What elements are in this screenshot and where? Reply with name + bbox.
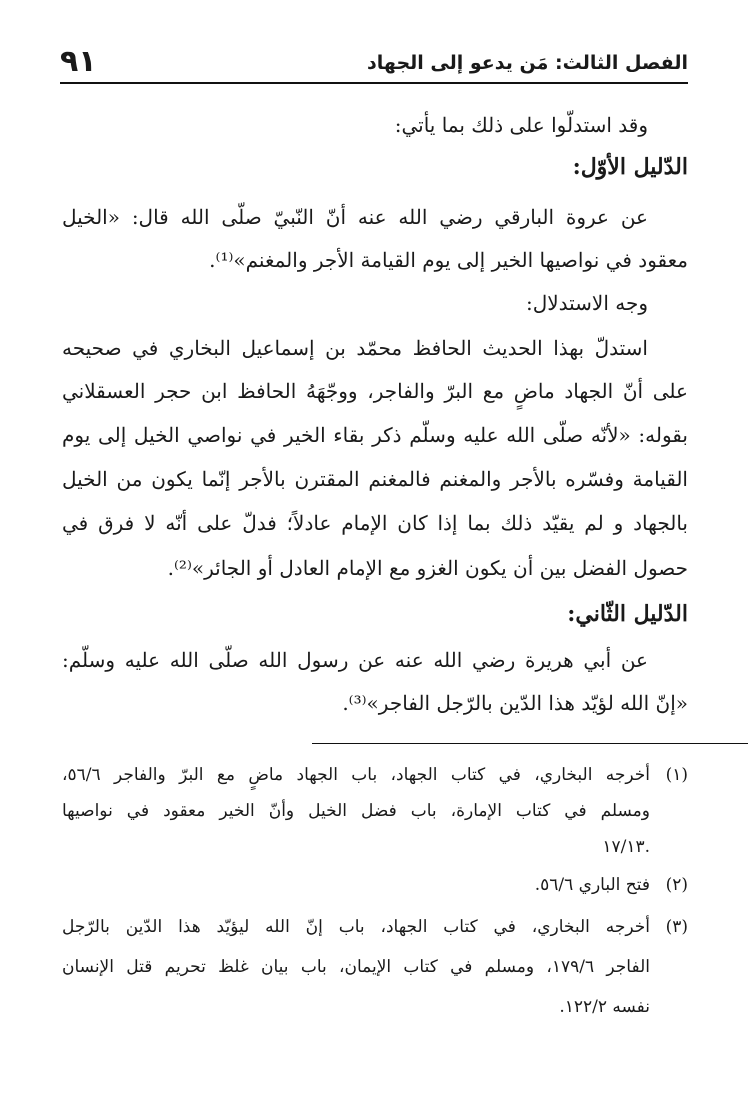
footnote-line: نفسه ١٢٢/٢. (559, 997, 650, 1017)
section-heading-first-evidence: الدّليل الأوّل: (572, 154, 688, 180)
paragraph-line: معقود في نواصيها الخير إلى يوم القيامة الأجر والمغنم»⁽¹⁾. (209, 248, 688, 272)
paragraph-line: حصول الفضل بين أن يكون الغزو مع الإمام العادل أو الجائر»⁽²⁾. (167, 556, 688, 580)
footnote-line: .١٧/١٣ (602, 837, 650, 857)
footnote-number: (١) (665, 765, 688, 785)
paragraph-line: على أنّ الجهاد ماضٍ مع البرّ والفاجر، ووجّهَهُ الحافظ ابن حجر العسقلاني (62, 379, 688, 403)
footnote-1 (62, 758, 688, 792)
subheading-inference: وجه الاستدلال: (525, 291, 648, 315)
chapter-title: الفصل الثالث: مَن يدعو إلى الجهاد (367, 52, 688, 74)
intro-line: وقد استدلّوا على ذلك بما يأتي: (394, 113, 648, 137)
footnote-line: أخرجه البخاري، في كتاب الجهاد، باب الجهاد ماضٍ مع البرّ والفاجر ٥٦/٦، (62, 765, 650, 785)
main-text (62, 0, 688, 1096)
paragraph-line: «إنّ الله لؤيّد هذا الدّين بالرّجل الفاجر»⁽³⁾. (342, 691, 688, 715)
footnote-number: (٣) (665, 917, 688, 937)
page-number: ٩١ (60, 44, 97, 79)
paragraph-line: استدلّ بهذا الحديث الحافظ محمّد بن إسماعيل البخاري في صحيحه (62, 336, 648, 360)
footnote-line: ومسلم في كتاب الإمارة، باب فضل الخيل وأنّ الخير معقود في نواصيها (62, 801, 650, 821)
footnote-divider (312, 743, 748, 744)
paragraph-line: القيامة وفسّره بالأجر والمغنم فالمغنم المقترن بالأجر إنّما يكون من الخيل (62, 467, 688, 491)
footnote-3 (62, 910, 688, 944)
footnote-line: أخرجه البخاري، في كتاب الجهاد، باب إنّ الله ليؤيّد هذا الدّين بالرّجل (62, 917, 650, 937)
paragraph-line: بالجهاد و لم يقيّد ذلك بما إذا كان الإمام عادلاً؛ فدلّ على أنّه لا فرق في (62, 511, 688, 535)
paragraph-line: عن أبي هريرة رضي الله عنه عن رسول الله صلّى الله عليه وسلّم: (62, 648, 648, 672)
footnote-2 (62, 868, 688, 902)
section-heading-second-evidence: الدّليل الثّاني: (567, 601, 688, 627)
footnote-line: فتح الباري ٥٦/٦. (534, 875, 650, 895)
footnote-number: (٢) (665, 875, 688, 895)
paragraph-line: بقوله: «لأنّه صلّى الله عليه وسلّم ذكر بقاء الخير في نواصي الخيل إلى يوم (62, 423, 688, 447)
footnote-line: الفاجر ١٧٩/٦، ومسلم في كتاب الإيمان، باب بيان غلظ تحريم قتل الإنسان (62, 957, 650, 977)
paragraph-line: عن عروة البارقي رضي الله عنه أنّ النّبيّ صلّى الله قال: «الخيل (62, 205, 648, 229)
